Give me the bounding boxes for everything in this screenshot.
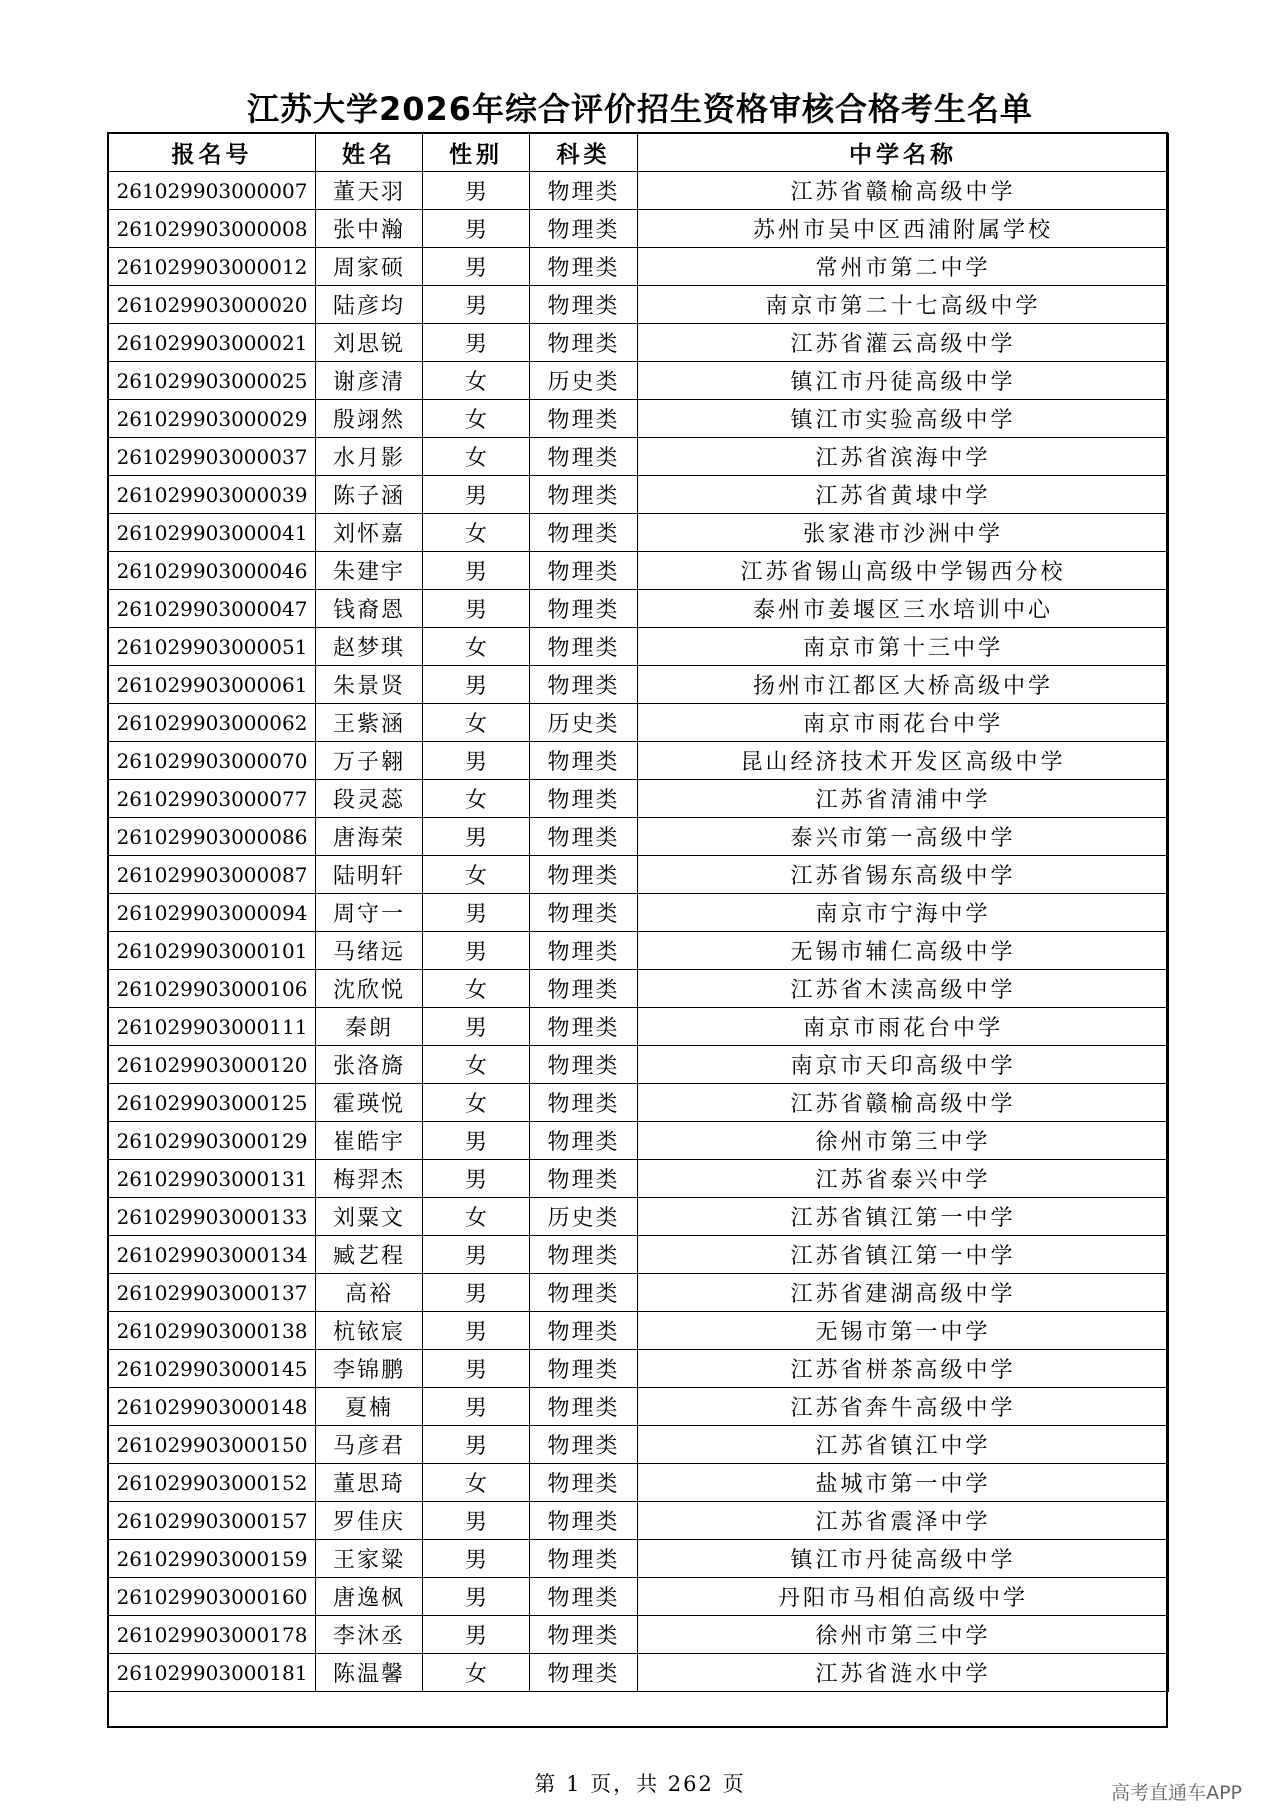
cell-school: 泰州市姜堰区三水培训中心 — [638, 590, 1169, 628]
cell-name: 唐海荣 — [316, 818, 423, 856]
cell-gender: 女 — [423, 1084, 530, 1122]
cell-school: 江苏省奔牛高级中学 — [638, 1388, 1169, 1426]
table-row — [109, 286, 1169, 324]
cell-id: 261029903000070 — [109, 742, 316, 780]
cell-subject: 物理类 — [530, 780, 638, 818]
table-row — [109, 1046, 1169, 1084]
cell-subject: 物理类 — [530, 1426, 638, 1464]
table-header-row — [109, 134, 1169, 172]
cell-gender: 男 — [423, 932, 530, 970]
cell-name: 周守一 — [316, 894, 423, 932]
cell-name: 陈子涵 — [316, 476, 423, 514]
cell-gender: 男 — [423, 590, 530, 628]
cell-gender: 女 — [423, 1198, 530, 1236]
cell-gender: 男 — [423, 172, 530, 210]
cell-id: 261029903000150 — [109, 1426, 316, 1464]
cell-name: 朱建宇 — [316, 552, 423, 590]
cell-gender: 女 — [423, 628, 530, 666]
cell-subject: 历史类 — [530, 1198, 638, 1236]
column-header-gender: 性别 — [423, 134, 530, 172]
cell-school: 江苏省灌云高级中学 — [638, 324, 1169, 362]
cell-name: 董思琦 — [316, 1464, 423, 1502]
column-header-school: 中学名称 — [638, 134, 1169, 172]
cell-id: 261029903000041 — [109, 514, 316, 552]
cell-gender: 男 — [423, 248, 530, 286]
table-row — [109, 894, 1169, 932]
cell-name: 刘粟文 — [316, 1198, 423, 1236]
column-header-name: 姓名 — [316, 134, 423, 172]
cell-name: 万子翱 — [316, 742, 423, 780]
cell-subject: 物理类 — [530, 1274, 638, 1312]
cell-subject: 物理类 — [530, 1388, 638, 1426]
column-header-id: 报名号 — [109, 134, 316, 172]
cell-subject: 物理类 — [530, 286, 638, 324]
cell-gender: 男 — [423, 1540, 530, 1578]
cell-subject: 物理类 — [530, 894, 638, 932]
cell-name: 马彦君 — [316, 1426, 423, 1464]
cell-school: 江苏省泰兴中学 — [638, 1160, 1169, 1198]
cell-id: 261029903000129 — [109, 1122, 316, 1160]
cell-school: 丹阳市马相伯高级中学 — [638, 1578, 1169, 1616]
cell-school: 张家港市沙洲中学 — [638, 514, 1169, 552]
cell-subject: 物理类 — [530, 1540, 638, 1578]
cell-id: 261029903000138 — [109, 1312, 316, 1350]
table-row — [109, 172, 1169, 210]
cell-id: 261029903000101 — [109, 932, 316, 970]
table-row — [109, 1388, 1169, 1426]
cell-subject: 物理类 — [530, 818, 638, 856]
cell-id: 261029903000157 — [109, 1502, 316, 1540]
cell-gender: 男 — [423, 1578, 530, 1616]
table-row — [109, 1198, 1169, 1236]
cell-gender: 男 — [423, 1350, 530, 1388]
cell-gender: 女 — [423, 780, 530, 818]
cell-id: 261029903000039 — [109, 476, 316, 514]
cell-id: 261029903000159 — [109, 1540, 316, 1578]
cell-id: 261029903000181 — [109, 1654, 316, 1692]
cell-school: 镇江市丹徒高级中学 — [638, 1540, 1169, 1578]
table-row — [109, 856, 1169, 894]
cell-subject: 物理类 — [530, 400, 638, 438]
cell-school: 盐城市第一中学 — [638, 1464, 1169, 1502]
cell-id: 261029903000120 — [109, 1046, 316, 1084]
cell-name: 臧艺程 — [316, 1236, 423, 1274]
cell-school: 南京市第二十七高级中学 — [638, 286, 1169, 324]
cell-school: 江苏省木渎高级中学 — [638, 970, 1169, 1008]
table-row — [109, 1540, 1169, 1578]
cell-id: 261029903000137 — [109, 1274, 316, 1312]
cell-name: 夏楠 — [316, 1388, 423, 1426]
cell-name: 王紫涵 — [316, 704, 423, 742]
cell-subject: 物理类 — [530, 1084, 638, 1122]
table-row — [109, 1502, 1169, 1540]
cell-school: 江苏省清浦中学 — [638, 780, 1169, 818]
cell-school: 江苏省建湖高级中学 — [638, 1274, 1169, 1312]
cell-subject: 物理类 — [530, 666, 638, 704]
cell-subject: 历史类 — [530, 362, 638, 400]
cell-subject: 物理类 — [530, 248, 638, 286]
cell-school: 江苏省锡山高级中学锡西分校 — [638, 552, 1169, 590]
cell-subject: 物理类 — [530, 210, 638, 248]
cell-name: 张洛旖 — [316, 1046, 423, 1084]
cell-school: 江苏省镇江第一中学 — [638, 1198, 1169, 1236]
page-number: 第 1 页，共 262 页 — [534, 1772, 746, 1796]
cell-id: 261029903000148 — [109, 1388, 316, 1426]
cell-subject: 物理类 — [530, 1654, 638, 1692]
cell-name: 谢彦清 — [316, 362, 423, 400]
cell-name: 王家粱 — [316, 1540, 423, 1578]
cell-gender: 男 — [423, 1312, 530, 1350]
cell-school: 南京市宁海中学 — [638, 894, 1169, 932]
cell-id: 261029903000087 — [109, 856, 316, 894]
cell-gender: 男 — [423, 1616, 530, 1654]
cell-name: 殷翊然 — [316, 400, 423, 438]
cell-gender: 男 — [423, 666, 530, 704]
cell-id: 261029903000020 — [109, 286, 316, 324]
cell-name: 张中瀚 — [316, 210, 423, 248]
cell-subject: 物理类 — [530, 1312, 638, 1350]
cell-subject: 历史类 — [530, 704, 638, 742]
cell-subject: 物理类 — [530, 1046, 638, 1084]
cell-name: 沈欣悦 — [316, 970, 423, 1008]
cell-gender: 女 — [423, 856, 530, 894]
cell-id: 261029903000077 — [109, 780, 316, 818]
cell-subject: 物理类 — [530, 172, 638, 210]
cell-school: 南京市雨花台中学 — [638, 704, 1169, 742]
table-row — [109, 1464, 1169, 1502]
cell-id: 261029903000025 — [109, 362, 316, 400]
cell-id: 261029903000021 — [109, 324, 316, 362]
cell-gender: 女 — [423, 1654, 530, 1692]
cell-id: 261029903000178 — [109, 1616, 316, 1654]
cell-school: 江苏省栟茶高级中学 — [638, 1350, 1169, 1388]
cell-name: 高裕 — [316, 1274, 423, 1312]
cell-subject: 物理类 — [530, 1464, 638, 1502]
cell-name: 秦朗 — [316, 1008, 423, 1046]
cell-name: 陆明轩 — [316, 856, 423, 894]
cell-subject: 物理类 — [530, 1350, 638, 1388]
cell-school: 江苏省黄埭中学 — [638, 476, 1169, 514]
table-row — [109, 666, 1169, 704]
cell-name: 陈温馨 — [316, 1654, 423, 1692]
cell-id: 261029903000007 — [109, 172, 316, 210]
table-row — [109, 1426, 1169, 1464]
table-row — [109, 438, 1169, 476]
cell-name: 马绪远 — [316, 932, 423, 970]
cell-id: 261029903000029 — [109, 400, 316, 438]
cell-subject: 物理类 — [530, 1122, 638, 1160]
cell-subject: 物理类 — [530, 628, 638, 666]
cell-id: 261029903000012 — [109, 248, 316, 286]
cell-gender: 女 — [423, 438, 530, 476]
cell-name: 罗佳庆 — [316, 1502, 423, 1540]
cell-name: 钱裔恩 — [316, 590, 423, 628]
cell-id: 261029903000046 — [109, 552, 316, 590]
cell-school: 镇江市丹徒高级中学 — [638, 362, 1169, 400]
cell-school: 江苏省镇江中学 — [638, 1426, 1169, 1464]
cell-gender: 女 — [423, 362, 530, 400]
cell-school: 常州市第二中学 — [638, 248, 1169, 286]
cell-subject: 物理类 — [530, 970, 638, 1008]
cell-gender: 男 — [423, 1426, 530, 1464]
cell-subject: 物理类 — [530, 856, 638, 894]
table-body — [109, 172, 1169, 1692]
cell-id: 261029903000094 — [109, 894, 316, 932]
cell-gender: 女 — [423, 970, 530, 1008]
cell-gender: 男 — [423, 552, 530, 590]
cell-name: 董天羽 — [316, 172, 423, 210]
cell-subject: 物理类 — [530, 552, 638, 590]
cell-name: 朱景贤 — [316, 666, 423, 704]
table-row — [109, 1350, 1169, 1388]
cell-gender: 女 — [423, 1046, 530, 1084]
cell-subject: 物理类 — [530, 1008, 638, 1046]
cell-name: 陆彦均 — [316, 286, 423, 324]
cell-name: 水月影 — [316, 438, 423, 476]
cell-id: 261029903000047 — [109, 590, 316, 628]
watermark-text: 高考直通车APP — [1111, 1782, 1242, 1804]
table-row — [109, 1236, 1169, 1274]
cell-id: 261029903000111 — [109, 1008, 316, 1046]
cell-school: 江苏省涟水中学 — [638, 1654, 1169, 1692]
cell-name: 杭铱宸 — [316, 1312, 423, 1350]
cell-id: 261029903000152 — [109, 1464, 316, 1502]
cell-school: 无锡市辅仁高级中学 — [638, 932, 1169, 970]
cell-subject: 物理类 — [530, 742, 638, 780]
table-row — [109, 248, 1169, 286]
cell-subject: 物理类 — [530, 1236, 638, 1274]
cell-gender: 男 — [423, 1274, 530, 1312]
cell-gender: 男 — [423, 1236, 530, 1274]
cell-subject: 物理类 — [530, 1502, 638, 1540]
cell-school: 昆山经济技术开发区高级中学 — [638, 742, 1169, 780]
cell-name: 李沐丞 — [316, 1616, 423, 1654]
cell-name: 梅羿杰 — [316, 1160, 423, 1198]
table-row — [109, 1084, 1169, 1122]
cell-gender: 女 — [423, 1464, 530, 1502]
table-row — [109, 1160, 1169, 1198]
table-row — [109, 1008, 1169, 1046]
cell-subject: 物理类 — [530, 1616, 638, 1654]
table-row — [109, 1654, 1169, 1692]
cell-gender: 女 — [423, 514, 530, 552]
table-row — [109, 970, 1169, 1008]
table-row — [109, 1616, 1169, 1654]
cell-school: 江苏省赣榆高级中学 — [638, 1084, 1169, 1122]
cell-subject: 物理类 — [530, 1160, 638, 1198]
page-title: 江苏大学2026年综合评价招生资格审核合格考生名单 — [246, 90, 1034, 128]
cell-school: 徐州市第三中学 — [638, 1122, 1169, 1160]
cell-subject: 物理类 — [530, 438, 638, 476]
cell-id: 261029903000062 — [109, 704, 316, 742]
cell-id: 261029903000131 — [109, 1160, 316, 1198]
cell-subject: 物理类 — [530, 514, 638, 552]
table-row — [109, 362, 1169, 400]
table-row — [109, 514, 1169, 552]
cell-id: 261029903000086 — [109, 818, 316, 856]
cell-gender: 男 — [423, 894, 530, 932]
table-row — [109, 742, 1169, 780]
cell-gender: 男 — [423, 1502, 530, 1540]
cell-id: 261029903000061 — [109, 666, 316, 704]
cell-name: 刘怀嘉 — [316, 514, 423, 552]
cell-school: 徐州市第三中学 — [638, 1616, 1169, 1654]
table-row — [109, 1312, 1169, 1350]
cell-gender: 男 — [423, 324, 530, 362]
cell-name: 李锦鹏 — [316, 1350, 423, 1388]
table-row — [109, 704, 1169, 742]
cell-name: 唐逸枫 — [316, 1578, 423, 1616]
cell-name: 段灵蕊 — [316, 780, 423, 818]
table-row — [109, 628, 1169, 666]
cell-name: 崔皓宇 — [316, 1122, 423, 1160]
table-row — [109, 552, 1169, 590]
cell-id: 261029903000133 — [109, 1198, 316, 1236]
cell-id: 261029903000008 — [109, 210, 316, 248]
table-row — [109, 476, 1169, 514]
table-row — [109, 1274, 1169, 1312]
cell-school: 南京市雨花台中学 — [638, 1008, 1169, 1046]
cell-id: 261029903000051 — [109, 628, 316, 666]
cell-gender: 男 — [423, 210, 530, 248]
cell-school: 江苏省赣榆高级中学 — [638, 172, 1169, 210]
cell-gender: 男 — [423, 476, 530, 514]
cell-school: 江苏省滨海中学 — [638, 438, 1169, 476]
cell-id: 261029903000134 — [109, 1236, 316, 1274]
cell-school: 泰兴市第一高级中学 — [638, 818, 1169, 856]
column-header-subject: 科类 — [530, 134, 638, 172]
cell-gender: 男 — [423, 1008, 530, 1046]
cell-gender: 男 — [423, 1388, 530, 1426]
cell-gender: 男 — [423, 1160, 530, 1198]
cell-subject: 物理类 — [530, 1578, 638, 1616]
cell-id: 261029903000160 — [109, 1578, 316, 1616]
cell-school: 扬州市江都区大桥高级中学 — [638, 666, 1169, 704]
cell-name: 周家硕 — [316, 248, 423, 286]
table-row — [109, 780, 1169, 818]
cell-school: 南京市天印高级中学 — [638, 1046, 1169, 1084]
table-row — [109, 400, 1169, 438]
cell-name: 赵梦琪 — [316, 628, 423, 666]
cell-school: 无锡市第一中学 — [638, 1312, 1169, 1350]
candidate-table — [108, 133, 1169, 1692]
cell-gender: 男 — [423, 818, 530, 856]
cell-id: 261029903000037 — [109, 438, 316, 476]
cell-school: 江苏省镇江第一中学 — [638, 1236, 1169, 1274]
cell-name: 刘思锐 — [316, 324, 423, 362]
cell-gender: 男 — [423, 286, 530, 324]
cell-school: 镇江市实验高级中学 — [638, 400, 1169, 438]
table-row — [109, 932, 1169, 970]
cell-school: 南京市第十三中学 — [638, 628, 1169, 666]
cell-school: 江苏省震泽中学 — [638, 1502, 1169, 1540]
cell-school: 江苏省锡东高级中学 — [638, 856, 1169, 894]
table-row — [109, 590, 1169, 628]
cell-subject: 物理类 — [530, 932, 638, 970]
cell-id: 261029903000145 — [109, 1350, 316, 1388]
cell-name: 霍瑛悦 — [316, 1084, 423, 1122]
cell-id: 261029903000106 — [109, 970, 316, 1008]
cell-gender: 男 — [423, 1122, 530, 1160]
table-row — [109, 324, 1169, 362]
cell-gender: 男 — [423, 742, 530, 780]
cell-gender: 女 — [423, 400, 530, 438]
cell-id: 261029903000125 — [109, 1084, 316, 1122]
cell-subject: 物理类 — [530, 324, 638, 362]
cell-gender: 女 — [423, 704, 530, 742]
cell-subject: 物理类 — [530, 590, 638, 628]
table-row — [109, 818, 1169, 856]
table-row — [109, 1122, 1169, 1160]
cell-school: 苏州市吴中区西浦附属学校 — [638, 210, 1169, 248]
table-row — [109, 1578, 1169, 1616]
table-row — [109, 210, 1169, 248]
cell-subject: 物理类 — [530, 476, 638, 514]
